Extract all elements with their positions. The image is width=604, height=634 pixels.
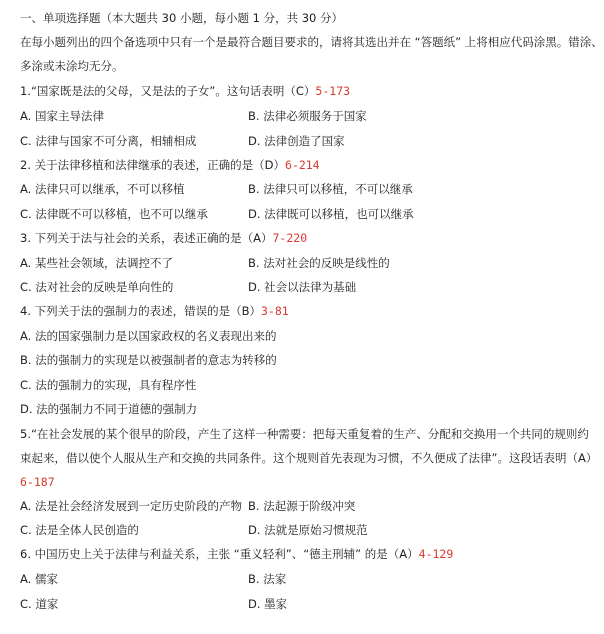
question-1-option-d: D. 法律创造了国家 (248, 134, 345, 148)
question-3-stem (20, 230, 307, 246)
question-4-option-c: C. 法的强制力的实现，具有程序性 (20, 378, 197, 392)
question-2-option-a: A. 法律只可以继承，不可以移植 (20, 182, 185, 196)
question-5-option-b: B. 法起源于阶级冲突 (248, 499, 356, 513)
question-4-option-a: A. 法的国家强制力是以国家政权的名义表现出来的 (20, 329, 277, 343)
question-5-option-a: A. 法是社会经济发展到一定历史阶段的产物 (20, 499, 242, 513)
page-reference: 7-220 (272, 231, 308, 245)
question-3-option-b: B. 法对社会的反映是线性的 (248, 256, 390, 270)
question-4-option-d: D. 法的强制力不同于道德的强制力 (20, 402, 198, 416)
question-2-stem (20, 157, 320, 173)
instructions-line-2: 多涂或未涂均无分。 (20, 59, 124, 73)
question-1-option-b: B. 法律必须服务于国家 (248, 109, 367, 123)
question-1-stem (20, 83, 350, 99)
question-4-option-b: B. 法的强制力的实现是以被强制者的意志为转移的 (20, 353, 277, 367)
question-1-option-c: C. 法律与国家不可分离，相辅相成 (20, 134, 197, 148)
instructions-line-1: 在每小题列出的四个备选项中只有一个是最符合题目要求的，请将其选出并在 “答题纸” 上将相应代码涂黑。错涂、 (20, 35, 603, 49)
question-1-option-a: A. 国家主导法律 (20, 109, 104, 123)
question-text: 3. 下列关于法与社会的关系，表述正确的是（A） (20, 231, 273, 245)
question-5-page-reference: 6-187 (20, 475, 55, 489)
question-text: 6. 中国历史上关于法律与利益关系，主张 “重义轻利”、“德主刑辅” 的是（A） (20, 547, 419, 561)
page-reference: 4-129 (418, 547, 454, 561)
section-title: 一、单项选择题（本大题共 30 小题，每小题 1 分，共 30 分） (20, 11, 344, 25)
page-reference: 5-173 (315, 84, 351, 98)
question-3-option-a: A. 某些社会领域，法调控不了 (20, 256, 173, 270)
question-3-option-c: C. 法对社会的反映是单向性的 (20, 280, 174, 294)
question-3-option-d: D. 社会以法律为基础 (248, 280, 357, 294)
question-5-option-d: D. 法就是原始习惯规范 (248, 523, 368, 537)
question-6-stem (20, 546, 453, 562)
question-text: 2. 关于法律移植和法律继承的表述，正确的是（D） (20, 158, 285, 172)
question-5-stem-line-2: 束起来，借以使个人服从生产和交换的共同条件。这个规则首先表现为习惯，不久便成了法律”。这段话表明（A） (20, 451, 598, 465)
question-6-option-d: D. 墨家 (248, 597, 288, 611)
question-6-option-a: A. 儒家 (20, 572, 58, 586)
question-5-stem-line-1: 5.“在社会发展的某个很早的阶段，产生了这样一种需要：把每天重复着的生产、分配和交换用一个共同的规则约 (20, 427, 589, 441)
page-reference: 3-81 (261, 304, 289, 318)
question-6-option-b: B. 法家 (248, 572, 287, 586)
question-5-option-c: C. 法是全体人民创造的 (20, 523, 139, 537)
question-text: 1.“国家既是法的父母，又是法的子女”。这句话表明（C） (20, 84, 316, 98)
question-2-option-c: C. 法律既不可以移植，也不可以继承 (20, 207, 208, 221)
question-4-stem (20, 303, 289, 319)
question-text: 4. 下列关于法的强制力的表述，错误的是（B） (20, 304, 262, 318)
question-6-option-c: C. 道家 (20, 597, 59, 611)
question-2-option-d: D. 法律既可以移植，也可以继承 (248, 207, 414, 221)
question-2-option-b: B. 法律只可以移植，不可以继承 (248, 182, 413, 196)
page-reference: 6-214 (284, 158, 320, 172)
